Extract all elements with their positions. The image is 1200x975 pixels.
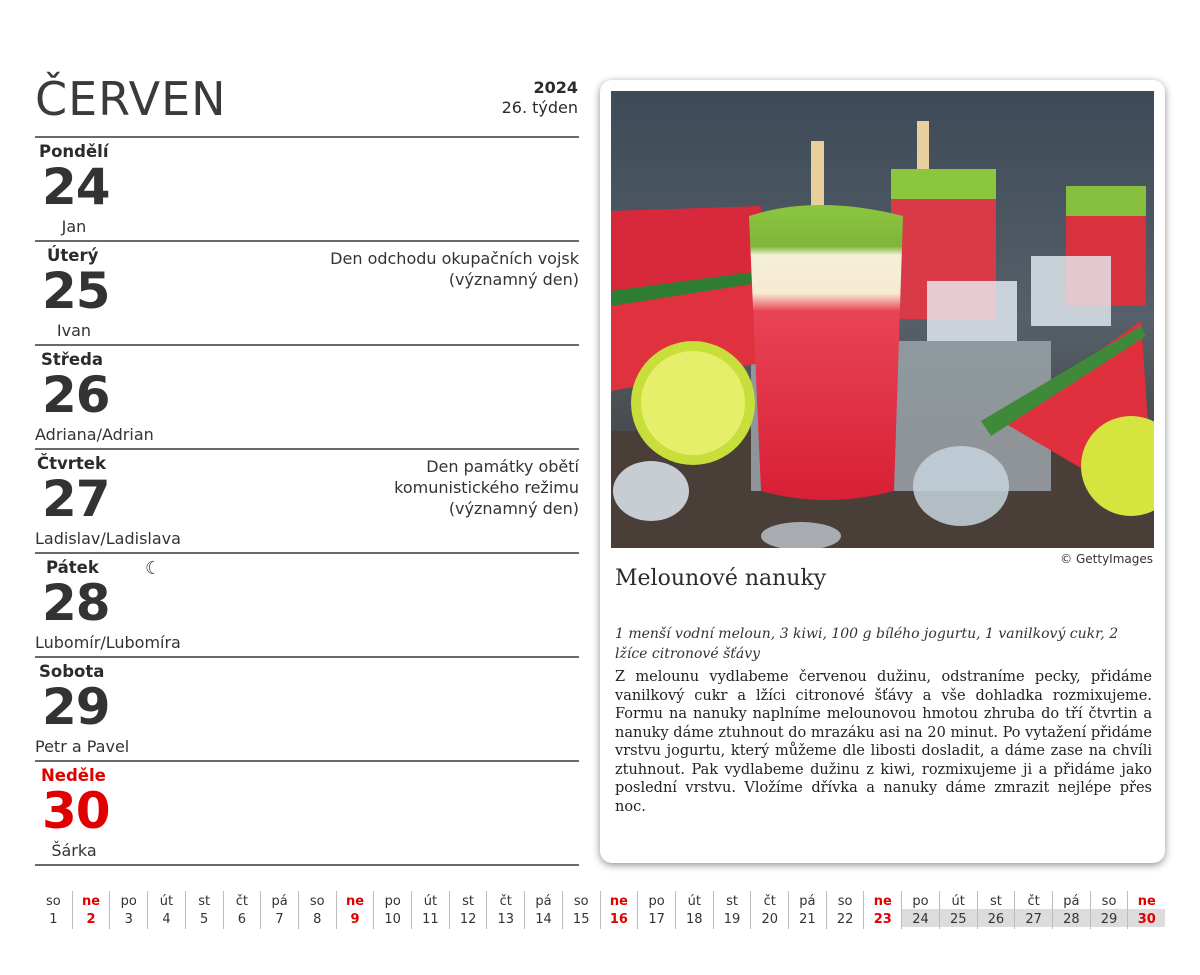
month-mini-calendar (35, 891, 1165, 929)
mini-calendar-day (223, 891, 261, 929)
popsicle-illustration (611, 91, 1154, 548)
mini-calendar-date: 17 (648, 912, 665, 927)
day-name: Středa (41, 350, 104, 369)
day-row-friday (35, 552, 579, 656)
mini-calendar-date: 19 (723, 912, 741, 927)
mini-calendar-day (562, 891, 600, 929)
mini-calendar-date: 30 (1128, 909, 1165, 927)
name-day: Ladislav/Ladislava (35, 529, 181, 548)
mini-calendar-date: 21 (799, 912, 816, 927)
mini-calendar-day (72, 891, 110, 929)
mini-calendar-date: 1 (49, 912, 58, 927)
mini-calendar-date: 2 (86, 912, 96, 927)
mini-calendar-date: 5 (200, 912, 209, 927)
mini-calendar-weekday: pá (271, 894, 288, 909)
mini-calendar-weekday: so (309, 894, 325, 909)
year-label: 2024 (533, 78, 578, 97)
mini-calendar-day (675, 891, 713, 929)
day-number: 30 (42, 782, 110, 840)
name-day: Petr a Pavel (35, 737, 130, 756)
mini-calendar-weekday: pá (1063, 894, 1080, 909)
moon-phase-icon: ☾ (145, 558, 162, 579)
mini-calendar-date: 18 (686, 912, 703, 927)
mini-calendar-day (939, 891, 977, 929)
mini-calendar-date: 8 (313, 912, 322, 927)
mini-calendar-weekday: po (384, 894, 401, 909)
mini-calendar-date: 29 (1091, 909, 1128, 927)
day-row-thursday (35, 448, 579, 552)
name-day: Adriana/Adrian (35, 425, 154, 444)
mini-calendar-day (35, 891, 72, 929)
holiday-note (394, 456, 579, 519)
mini-calendar-day (977, 891, 1015, 929)
recipe-instructions: Z melounu vydlabeme červenou dužinu, odstraníme pecky, přidáme vanilkový cukr a lžíci citronové šťávy a vše dohladka rozmixujeme. Formu na nanuky naplníme melounovou hmotou zhruba do tří čtvrtin a nanuky dáme ztuhnout do mrazáku asi na 20 minut. Po vytažení přidáme vrstvu jogurtu, který můžeme dle libosti dosladit, a dáme zase na chvíli ztuhnout. Pak vydlabeme dužinu z kiwi, rozmixujeme ji a přidáme jako poslední vrstvu. Vložíme dřívka a nanuky dáme zmrazit nejlépe přes noc. (615, 669, 1152, 815)
day-name: Neděle (41, 766, 106, 785)
mini-calendar-day (147, 891, 185, 929)
mini-calendar-date: 20 (761, 912, 778, 927)
mini-calendar-date: 23 (873, 912, 892, 927)
day-name: Pátek (46, 558, 99, 577)
mini-calendar-day (1052, 891, 1090, 929)
mini-calendar-date: 25 (940, 909, 977, 927)
mini-calendar-day (600, 891, 638, 929)
mini-calendar-weekday: čt (499, 894, 512, 909)
year-week-block (502, 78, 578, 118)
mini-calendar-date: 27 (1015, 909, 1052, 927)
mini-calendar-weekday: út (951, 894, 965, 909)
holiday-note (330, 248, 579, 290)
mini-calendar-day (863, 891, 901, 929)
day-row-sunday (35, 760, 579, 866)
mini-calendar-weekday: pá (799, 894, 816, 909)
name-day: Lubomír/Lubomíra (35, 633, 181, 652)
mini-calendar-day (449, 891, 487, 929)
mini-calendar-weekday: ne (873, 894, 892, 909)
recipe-ingredients: 1 menší vodní meloun, 3 kiwi, 100 g bílého jogurtu, 1 vanilkový cukr, 2 lžíce citronové šťávy (615, 626, 1119, 662)
mini-calendar-day (524, 891, 562, 929)
mini-calendar-day (260, 891, 298, 929)
mini-calendar-weekday: ne (82, 894, 101, 909)
mini-calendar-date: 10 (384, 912, 401, 927)
mini-calendar-weekday: pá (535, 894, 552, 909)
mini-calendar-date: 15 (572, 912, 590, 927)
mini-calendar-date: 4 (162, 912, 171, 927)
day-list (35, 136, 579, 866)
mini-calendar-weekday: st (989, 894, 1002, 909)
mini-calendar-weekday: so (573, 894, 589, 909)
mini-calendar-date: 13 (497, 912, 515, 927)
mini-calendar-weekday: po (912, 894, 929, 909)
recipe-photo (611, 91, 1154, 548)
recipe-card (600, 80, 1165, 863)
mini-calendar-weekday: so (45, 894, 61, 909)
mini-calendar-day (373, 891, 411, 929)
mini-calendar-weekday: út (687, 894, 701, 909)
mini-calendar-day (788, 891, 826, 929)
mini-calendar-date: 26 (978, 909, 1015, 927)
mini-calendar-date: 3 (124, 912, 133, 927)
day-row-monday (35, 136, 579, 240)
week-label: 26. týden (501, 98, 578, 117)
day-number: 27 (42, 470, 110, 528)
day-number: 25 (42, 262, 110, 320)
mini-calendar-weekday: st (198, 894, 211, 909)
mini-calendar-day (109, 891, 147, 929)
mini-calendar-date: 14 (535, 912, 552, 927)
mini-calendar-weekday: st (726, 894, 738, 909)
mini-calendar-day (486, 891, 524, 929)
mini-calendar-weekday: so (1101, 894, 1117, 909)
mini-calendar-weekday: čt (763, 894, 776, 909)
mini-calendar-day (298, 891, 336, 929)
mini-calendar-day (713, 891, 751, 929)
day-name: Pondělí (39, 142, 109, 161)
holiday-line: (významný den) (448, 270, 579, 289)
day-number: 24 (42, 158, 110, 216)
mini-calendar-date: 7 (275, 912, 284, 927)
mini-calendar-day (411, 891, 449, 929)
mini-calendar-date: 16 (609, 912, 628, 927)
mini-calendar-weekday: so (837, 894, 853, 909)
mini-calendar-weekday: po (120, 894, 137, 909)
day-row-wednesday (35, 344, 579, 448)
mini-calendar-weekday: út (423, 894, 438, 909)
mini-calendar-day (185, 891, 223, 929)
mini-calendar-date: 11 (422, 912, 439, 927)
mini-calendar-day (750, 891, 788, 929)
mini-calendar-day (901, 891, 939, 929)
mini-calendar-day (1090, 891, 1128, 929)
mini-calendar-weekday: ne (345, 894, 365, 909)
mini-calendar-day (637, 891, 675, 929)
holiday-line: (významný den) (448, 499, 579, 518)
name-day: Ivan (56, 321, 92, 340)
day-name: Čtvrtek (37, 454, 106, 473)
name-day: Šárka (51, 841, 97, 860)
holiday-line: Den památky obětí (426, 457, 579, 476)
recipe-title: Melounové nanuky (615, 566, 827, 591)
mini-calendar-date: 6 (237, 912, 246, 927)
day-row-saturday (35, 656, 579, 760)
day-number: 29 (42, 678, 110, 736)
day-row-tuesday (35, 240, 579, 344)
mini-calendar-weekday: čt (1027, 894, 1040, 909)
holiday-line: Den odchodu okupačních vojsk (330, 249, 579, 268)
mini-calendar-day (826, 891, 864, 929)
mini-calendar-weekday: st (462, 894, 475, 909)
day-number: 28 (42, 574, 110, 632)
mini-calendar-date: 9 (350, 912, 360, 927)
photo-credit: © GettyImages (1060, 552, 1153, 566)
mini-calendar-weekday: čt (235, 894, 248, 909)
mini-calendar-day (1127, 891, 1165, 929)
day-name: Úterý (47, 246, 99, 265)
name-day: Jan (61, 217, 87, 236)
mini-calendar-day (336, 891, 374, 929)
mini-calendar-weekday: ne (609, 894, 628, 909)
mini-calendar-date: 24 (902, 909, 939, 927)
day-name: Sobota (39, 662, 105, 681)
mini-calendar-date: 22 (836, 912, 854, 927)
mini-calendar-date: 12 (459, 912, 477, 927)
mini-calendar-weekday: ne (1137, 894, 1156, 909)
mini-calendar-weekday: út (159, 894, 174, 909)
day-number: 26 (42, 366, 110, 424)
mini-calendar-date: 28 (1053, 909, 1090, 927)
mini-calendar-day (1014, 891, 1052, 929)
mini-calendar-weekday: po (648, 894, 665, 909)
holiday-line: komunistického režimu (394, 478, 579, 497)
month-title: ČERVEN (35, 72, 227, 126)
